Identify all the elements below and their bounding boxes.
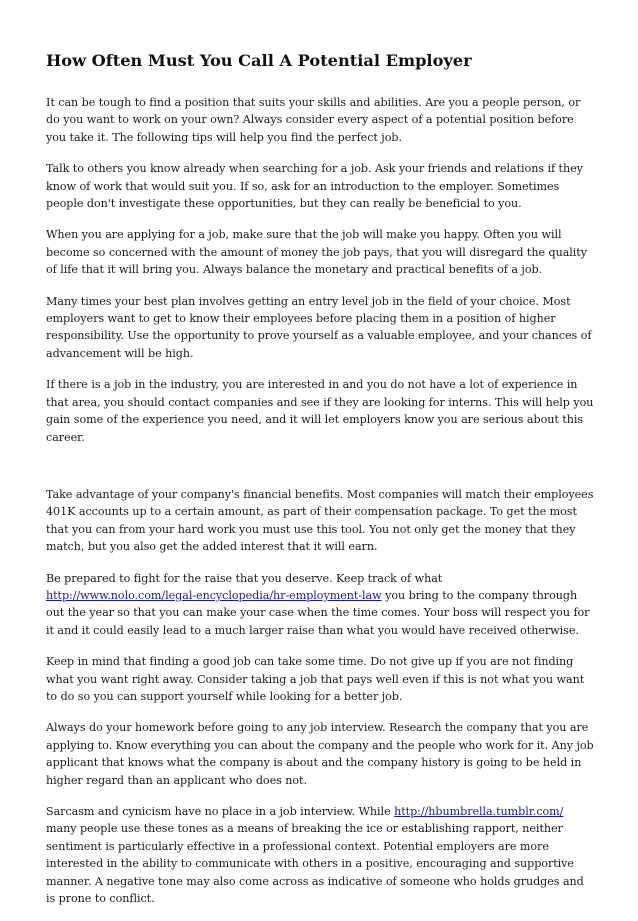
- paragraph-interns: If there is a job in the industry, you are interested in and you do not have a lot of experience in that area, you should contact companies and see if they are looking for interns. This will help you gain some of the experience you need, and it will let employers know you are serious about this career.: [46, 378, 594, 444]
- hbumbrella-link[interactable]: http://hbumbrella.tumblr.com/: [394, 805, 564, 818]
- paragraph-homework: Always do your homework before going to any job interview. Research the company that you are applying to. Know everything you can about the company and the people who work for it. Any job applicant that knows what the company is about and the company history is going to be held in higher regard than an applicant who does not.: [46, 721, 594, 787]
- paragraph-networking: Talk to others you know already when searching for a job. Ask your friends and relations if they know of work that would suit you. If so, ask for an introduction to the employer. Sometimes people don't investigate these opportunities, but they can really be beneficial to you.: [46, 162, 583, 211]
- document-page: [46, 50, 594, 921]
- paragraph-happiness: When you are applying for a job, make sure that the job will make you happy. Often you will become so concerned with the amount of money the job pays, that you will disregard the quality of life that it will bring you. Always balance the monetary and practical benefits of a job.: [46, 228, 587, 277]
- paragraph-raise: [46, 570, 594, 640]
- paragraph-raise-before: Be prepared to fight for the raise that you deserve. Keep track of what: [46, 571, 443, 585]
- paragraph-entry-level: Many times your best plan involves getting an entry level job in the field of your choice. Most employers want to get to know their employees before placing them in a position of higher responsibility. Use the opportunity to prove yourself as a valuable employee, and your chances of advancement will be high.: [46, 294, 592, 360]
- nolo-link[interactable]: http://www.nolo.com/legal-encyclopedia/hr-employment-law: [46, 588, 382, 602]
- document-title: How Often Must You Call A Potential Employer: [46, 51, 472, 70]
- paragraph-patience: Keep in mind that finding a good job can take some time. Do not give up if you are not finding what you want right away. Consider taking a job that pays well even if this is not what you want to do so you can support yourself while looking for a better job.: [46, 655, 585, 703]
- paragraph-intro: It can be tough to find a position that suits your skills and abilities. Are you a people person, or do you want to work on your own? Always consider every aspect of a potential position before you take it. The following tips will help you find the perfect job.: [46, 96, 581, 144]
- paragraph-benefits: Take advantage of your company's financial benefits. Most companies will match their employees 401K accounts up to a certain amount, as part of their compensation package. To get the most that you can from your hard work you must use this tool. You not only get the money that they match, but you also get the added interest that it will earn.: [46, 487, 594, 554]
- paragraph-sarcasm-after: many people use these tones as a means of breaking the ice or establishing rapport, neither sentiment is particularly effective in a professional context. Potential employers are more interested in the ability to communicate with others in a positive, encouraging and supportive manner. A negative tone may also come across as indicative of someone who holds grudges and is prone to conflict.: [46, 822, 584, 906]
- paragraph-raise-after: you bring to the company through out the year so that you can make your case when the time comes. Your boss will respect you for it and it could easily lead to a much larger raise than what you would have received otherwise.: [46, 588, 590, 637]
- paragraph-sarcasm-before: Sarcasm and cynicism have no place in a job interview. While: [46, 805, 395, 818]
- paragraph-sarcasm: [46, 803, 594, 907]
